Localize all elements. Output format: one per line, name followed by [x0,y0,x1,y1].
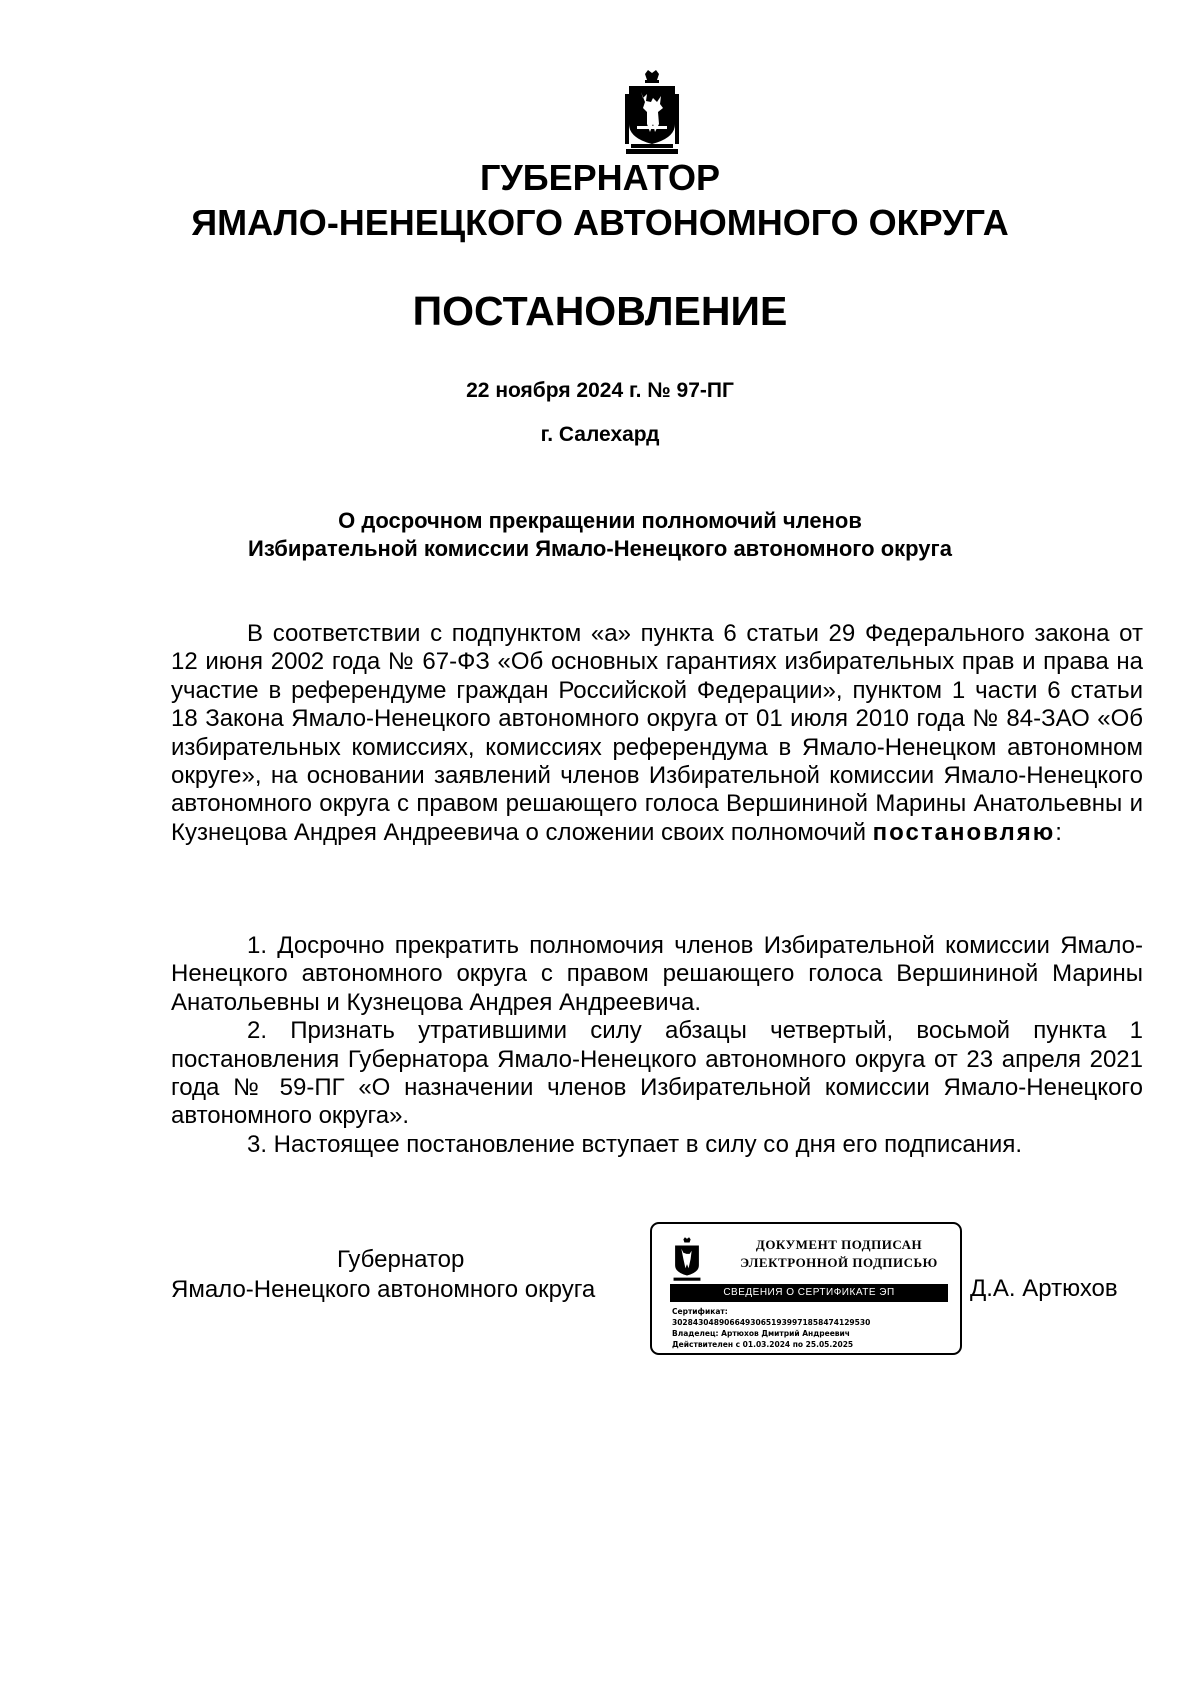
certificate-owner: Владелец: Артюхов Дмитрий Андреевич [672,1329,850,1338]
signatory-name: Д.А. Артюхов [970,1275,1118,1302]
stamp-title-line-2: ЭЛЕКТРОННОЙ ПОДПИСЬЮ [740,1255,938,1270]
city: г. Салехард [540,423,660,446]
list-item: 2. Признать утратившими силу абзацы четвертый, восьмой пункта 1 постановления Губернатора Ямало-Ненецкого автономного округа от 23 апреля 2021 года № 59-ПГ «О назначении членов Избирательной комиссии Ямало-Ненецкого автономного округа». [171,1017,1143,1130]
authority-name: ГУБЕРНАТОР [479,157,720,198]
document-title-line-2: Избирательной комиссии Ямало-Ненецкого автономного округа [248,536,952,561]
signatory-role-line-1: Губернатор [337,1246,465,1273]
preamble [171,620,1143,847]
coat-of-arms-emblem [623,68,681,156]
signatory-role-line-2: Ямало-Ненецкого автономного округа [171,1276,596,1303]
stamp-title-line-1: ДОКУМЕНТ ПОДПИСАН [755,1237,923,1252]
stamp-emblem-icon [672,1236,702,1282]
stamp-title [724,1236,954,1272]
resolving-keyword: постановляю [872,818,1056,846]
certificate-details [672,1306,870,1350]
preamble-colon: : [1055,818,1062,846]
document-title-line-1: О досрочном прекращении полномочий членов [338,508,862,533]
electronic-signature-stamp [650,1222,962,1355]
document-type: ПОСТАНОВЛЕНИЕ [412,288,788,334]
certificate-validity: Действителен с 01.03.2024 по 25.05.2025 [672,1340,854,1349]
resolution-items [171,932,1143,1159]
authority-region: ЯМАЛО-НЕНЕЦКОГО АВТОНОМНОГО ОКРУГА [191,202,1009,243]
certificate-number: 30284304890664930651939971858474129530 [672,1318,871,1327]
certificate-info-bar: СВЕДЕНИЯ О СЕРТИФИКАТЕ ЭП [670,1284,948,1302]
list-item: 1. Досрочно прекратить полномочия членов Избирательной комиссии Ямало-Ненецкого автономного округа с правом решающего голоса Вершининой Марины Анатольевны и Кузнецова Андрея Андреевича. [171,932,1143,1016]
preamble-text: В соответствии с подпунктом «а» пункта 6 статьи 29 Федерального закона от 12 июня 2002 года № 67-ФЗ «Об основных гарантиях избирательных прав и права на участие в референдуме граждан Российской Федерации», пунктом 1 части 6 статьи 18 Закона Ямало-Ненецкого автономного округа от 01 июля 2010 года № 84-ЗАО «Об избирательных комиссиях, комиссиях референдума в Ямало-Ненецком автономном округе», на основании заявлений членов Избирательной комиссии Ямало-Ненецкого автономного округа с правом решающего голоса Вершининой Марины Анатольевны и Кузнецова Андрея Андреевича о сложении своих полномочий [171,620,1143,846]
date-number: 22 ноября 2024 г. № 97-ПГ [466,379,734,402]
certificate-label: Сертификат: [672,1307,728,1316]
signatory-role [171,1245,595,1305]
list-item: 3. Настоящее постановление вступает в силу со дня его подписания. [247,1130,1022,1158]
